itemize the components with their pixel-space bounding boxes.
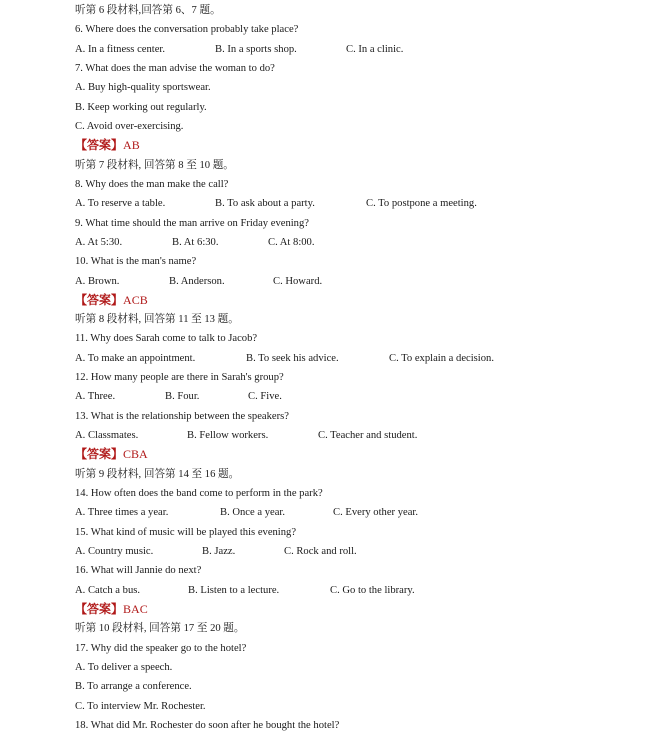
question-text: 7. What does the man advise the woman to do? (75, 63, 275, 74)
answer-option: A. Country music. (75, 546, 154, 557)
answer-option: A. Three. (75, 391, 116, 403)
answer-key (75, 448, 148, 461)
question-text: 9. What time should the man arrive on Friday evening? (75, 217, 309, 229)
answer-label: 答案 (87, 138, 112, 153)
answer-option: A. To make an appointment. (75, 352, 196, 364)
answer-option: B. To ask about a party. (215, 198, 315, 210)
answer-option: A. Catch a bus. (75, 584, 141, 596)
answer-option: C. To interview Mr. Rochester. (75, 700, 206, 712)
question-text: 18. What did Mr. Rochester do soon after he bought the hotel? (75, 719, 340, 731)
answer-option: C. Howard. (273, 275, 323, 287)
answer-option: C. Every other year. (333, 507, 419, 519)
section-instruction: 听第 10 段材料, 回答第 17 至 20 题。 (75, 623, 245, 635)
answer-option: B. Jazz. (202, 546, 236, 557)
answer-option: A. To deliver a speech. (75, 661, 173, 673)
answer-option: C. Avoid over-exercising. (75, 120, 184, 132)
section-instruction: 听第 8 段材料, 回答第 11 至 13 题。 (75, 314, 239, 326)
answer-label-open-bracket: 【 (75, 447, 88, 462)
question-text: 10. What is the man's name? (75, 256, 197, 268)
question-text: 17. Why did the speaker go to the hotel? (75, 642, 247, 654)
answer-label-close-bracket: 】 (111, 292, 124, 307)
question-text: 11. Why does Sarah come to talk to Jacob? (75, 333, 258, 345)
answer-option: A. In a fitness center. (75, 43, 166, 55)
answer-key (75, 294, 148, 307)
answer-option: B. Fellow workers. (187, 430, 269, 441)
answer-label: 答案 (87, 447, 112, 462)
question-text: 16. What will Jannie do next? (75, 565, 202, 577)
answer-label-open-bracket: 【 (75, 138, 88, 153)
answer-label-open-bracket: 【 (75, 601, 88, 616)
answer-option: B. In a sports shop. (215, 43, 297, 55)
answer-option: B. Keep working out regularly. (75, 101, 207, 113)
answer-label-close-bracket: 】 (111, 601, 124, 616)
section-instruction: 听第 9 段材料, 回答第 14 至 16 题。 (75, 468, 240, 480)
answer-option: B. At 6:30. (172, 236, 219, 248)
answer-option: A. Buy high-quality sportswear. (75, 82, 211, 94)
answer-label-close-bracket: 】 (111, 447, 124, 462)
question-text: 6. Where does the conversation probably take place? (75, 24, 299, 36)
answer-option: A. Three times a year. (75, 507, 169, 519)
question-text: 14. How often does the band come to perform in the park? (75, 488, 323, 499)
answer-option: A. Classmates. (75, 430, 139, 441)
answer-label-close-bracket: 】 (111, 138, 124, 153)
answer-option: A. Brown. (75, 275, 120, 287)
answer-key (75, 603, 148, 616)
answer-option: C. To explain a decision. (389, 352, 494, 364)
answer-option: C. Rock and roll. (284, 546, 357, 557)
answer-value: ACB (123, 292, 148, 307)
question-text: 13. What is the relationship between the speakers? (75, 410, 289, 422)
answer-option: C. Teacher and student. (318, 430, 418, 441)
section-instruction: 听第 7 段材料, 回答第 8 至 10 题。 (75, 159, 234, 171)
answer-option: A. At 5:30. (75, 236, 123, 248)
answer-key (75, 139, 140, 152)
answer-option: C. Go to the library. (330, 584, 415, 596)
answer-option: C. To postpone a meeting. (366, 198, 477, 210)
answer-label-open-bracket: 【 (75, 292, 88, 307)
question-text: 8. Why does the man make the call? (75, 178, 229, 190)
question-text: 15. What kind of music will be played this evening? (75, 526, 297, 538)
answer-option: B. Once a year. (220, 507, 286, 519)
answer-option: B. Listen to a lecture. (188, 584, 280, 596)
answer-value: CBA (123, 447, 148, 462)
answer-option: C. Five. (248, 391, 282, 403)
question-text: 12. How many people are there in Sarah's group? (75, 372, 284, 384)
answer-option: A. To reserve a table. (75, 198, 166, 210)
answer-option: B. To arrange a conference. (75, 681, 192, 693)
section-instruction: 听第 6 段材料,回答第 6、7 题。 (75, 5, 221, 16)
answer-value: AB (123, 138, 140, 153)
answer-label: 答案 (87, 601, 112, 616)
answer-option: B. Four. (165, 391, 200, 403)
answer-value: BAC (123, 601, 148, 616)
answer-option: C. At 8:00. (268, 236, 315, 248)
answer-label: 答案 (87, 292, 112, 307)
answer-option: B. To seek his advice. (246, 352, 339, 364)
answer-option: C. In a clinic. (346, 43, 404, 55)
answer-option: B. Anderson. (169, 275, 225, 287)
